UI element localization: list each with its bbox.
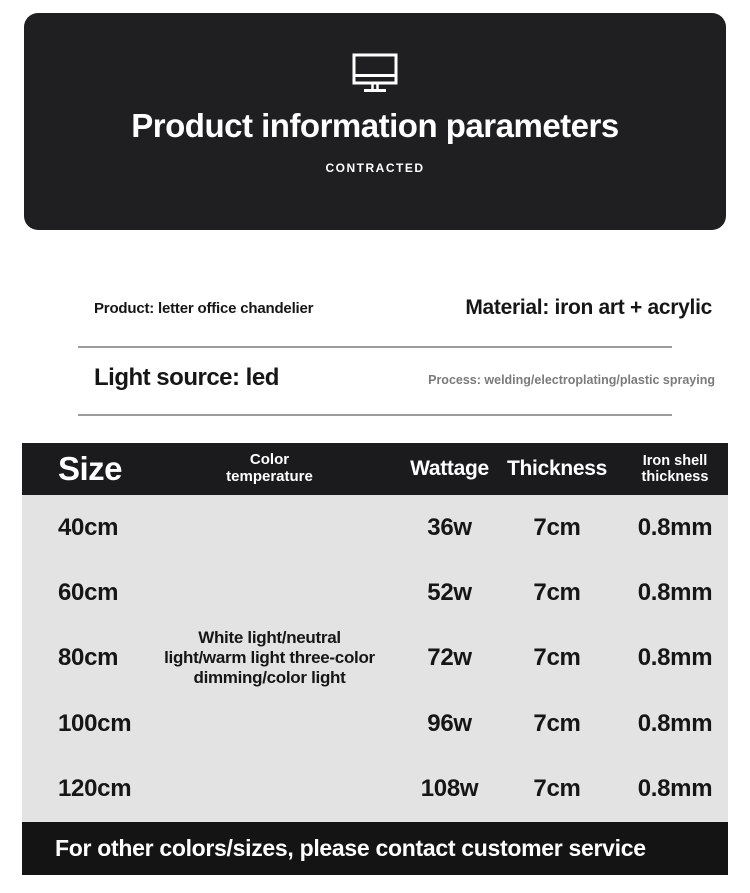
column-header-iron-shell-thickness: Iron shell thickness	[641, 452, 709, 485]
footer-note-bar	[22, 822, 728, 875]
size-cell: 120cm	[58, 775, 132, 803]
product-name-label: Product: letter office chandelier	[94, 300, 314, 317]
column-header-thickness: Thickness	[506, 457, 607, 481]
table-header-row	[22, 443, 728, 495]
thickness-cell: 7cm	[533, 644, 581, 672]
iron-shell-cell: 0.8mm	[637, 513, 713, 541]
table-row	[22, 560, 728, 625]
thickness-cell: 7cm	[533, 775, 581, 803]
material-label: Material: iron art + acrylic	[465, 296, 712, 319]
footer-note: For other colors/sizes, please contact customer service	[55, 835, 646, 861]
color-temperature-note: White light/neutral light/warm light three-color dimming/color light	[164, 628, 375, 688]
iron-shell-cell: 0.8mm	[637, 644, 713, 672]
light-source-label: Light source: led	[94, 364, 279, 391]
hero-subtitle: CONTRACTED	[325, 161, 425, 175]
wattage-cell: 52w	[427, 579, 472, 607]
table-body	[22, 495, 728, 822]
size-cell: 100cm	[58, 709, 132, 737]
divider-line	[78, 346, 672, 348]
divider-line	[78, 414, 672, 416]
wattage-cell: 72w	[427, 644, 472, 672]
hero-panel	[24, 13, 726, 230]
wattage-cell: 96w	[427, 709, 472, 737]
page-title: Product information parameters	[131, 107, 619, 144]
wattage-cell: 36w	[427, 513, 472, 541]
spec-table	[22, 443, 728, 875]
iron-shell-cell: 0.8mm	[637, 709, 713, 737]
thickness-cell: 7cm	[533, 513, 581, 541]
thickness-cell: 7cm	[533, 579, 581, 607]
column-header-color-temperature: Color temperature	[226, 451, 313, 485]
table-row	[22, 495, 728, 560]
iron-shell-cell: 0.8mm	[637, 775, 713, 803]
table-row	[22, 757, 728, 822]
thickness-cell: 7cm	[533, 709, 581, 737]
iron-shell-cell: 0.8mm	[637, 579, 713, 607]
wattage-cell: 108w	[420, 775, 479, 803]
size-cell: 40cm	[58, 513, 119, 541]
process-label: Process: welding/electroplating/plastic spraying	[428, 373, 715, 387]
size-cell: 80cm	[58, 644, 119, 672]
table-row	[22, 626, 728, 691]
monitor-icon	[352, 53, 398, 95]
table-row	[22, 691, 728, 756]
size-cell: 60cm	[58, 579, 119, 607]
column-header-size: Size	[58, 449, 123, 487]
column-header-wattage: Wattage	[410, 457, 489, 481]
